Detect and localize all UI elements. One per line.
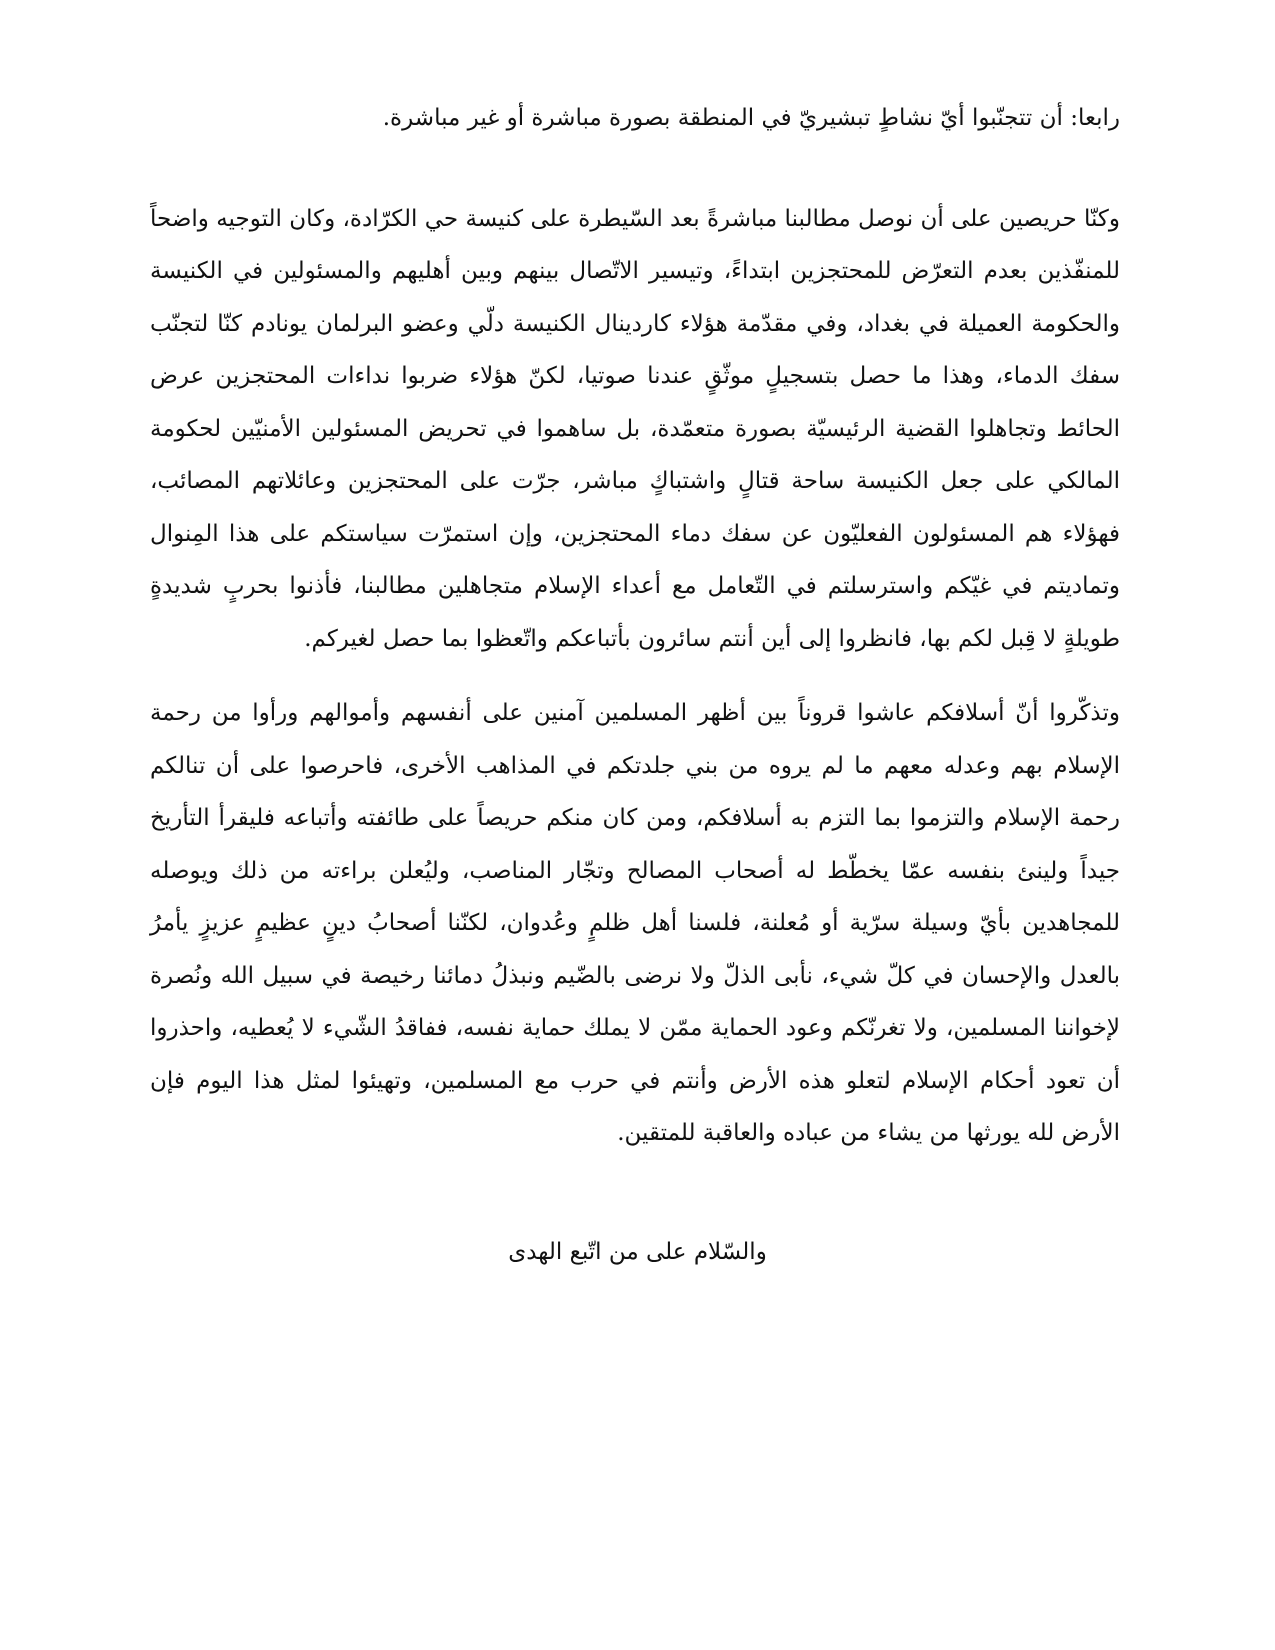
paragraph-warning: وتذكّروا أنّ أسلافكم عاشوا قروناً بين أظهر المسلمين آمنين على أنفسهم وأموالهم ورأوا من رحمة الإسلام بهم وعدله معهم ما لم يروه من بني جلدتكم في المذاهب الأخرى، فاحرصوا على أن تنالكم رحمة الإسلام والتزموا بما التزم به أسلافكم، ومن كان منكم حريصاً على طائفته وأتباعه فليقرأ التأريخ جيداً ولينئ بنفسه عمّا يخطّط له أصحاب المصالح وتجّار المناصب، وليُعلن براءته من ذلك ويوصله للمجاهدين بأيّ وسيلة سرّية أو مُعلنة، فلسنا أهل ظلمٍ وعُدوان، لكنّنا أصحابُ دينٍ عظيمٍ عزيزٍ يأمرُ بالعدل والإحسان في كلّ شيء، نأبى الذلّ ولا نرضى بالضّيم ونبذلُ دمائنا رخيصة في سبيل الله ونُصرة لإخواننا المسلمين، ولا تغرنّكم وعود الحماية ممّن لا يملك حماية نفسه، ففاقدُ الشّيء لا يُعطيه، واحذروا أن تعود أحكام الإسلام لتعلو هذه الأرض وأنتم في حرب مع المسلمين، وتهيئوا لمثل هذا اليوم فإن الأرض لله يورثها من يشاء من عباده والعاقبة للمتقين. xyxy=(150,700,1120,1146)
document-body xyxy=(150,92,1120,1160)
closing-line: والسّلام على من اتّبع الهدى xyxy=(508,1239,767,1265)
paragraph-fourth-demand: رابعا: أن تتجنّبوا أيّ نشاطٍ تبشيريّ في المنطقة بصورة مباشرة أو غير مباشرة. xyxy=(382,105,1120,131)
paragraph-church-events: وكنّا حريصين على أن نوصل مطالبنا مباشرةً بعد السّيطرة على كنيسة حي الكرّادة، وكان التوجيه واضحاً للمنفّذين بعدم التعرّض للمحتجزين ابتداءً، وتيسير الاتّصال بينهم وبين أهليهم والمسئولين في الكنيسة والحكومة العميلة في بغداد، وفي مقدّمة هؤلاء كاردينال الكنيسة دلّي وعضو البرلمان يونادم كنّا لتجنّب سفك الدماء، وهذا ما حصل بتسجيلٍ موثّقٍ عندنا صوتيا، لكنّ هؤلاء ضربوا نداءات المحتجزين عرض الحائط وتجاهلوا القضية الرئيسيّة بصورة متعمّدة، بل ساهموا في تحريض المسئولين الأمنيّين لحكومة المالكي على جعل الكنيسة ساحة قتالٍ واشتباكٍ مباشر، جرّت على المحتجزين وعائلاتهم المصائب، فهؤلاء هم المسئولون الفعليّون عن سفك دماء المحتجزين، وإن استمرّت سياستكم على هذا المِنوال وتماديتم في غيّكم واسترسلتم في التّعامل مع أعداء الإسلام متجاهلين مطالبنا، فأذنوا بحربٍ شديدةٍ طويلةٍ لا قِبل لكم بها، فانظروا إلى أين أنتم سائرون بأتباعكم واتّعظوا بما حصل لغيركم. xyxy=(150,205,1120,652)
